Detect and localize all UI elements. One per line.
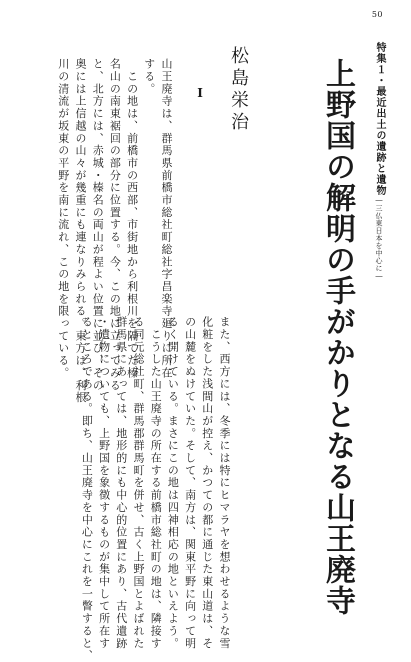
- text-line: こうした山王廃寺の所在する前橋市総社町の地は、隣接す: [149, 316, 163, 650]
- text-line: また、西方には、冬季には特にヒマラヤを想わせるような雪: [218, 316, 231, 650]
- article-title: 上野国の解明の手がかりとなる山王廃寺: [320, 58, 355, 616]
- author-name: 松島栄治: [228, 46, 249, 134]
- series-title: 特集１・最近出土の遺跡と遺物: [374, 42, 385, 196]
- page-number: 50: [371, 10, 383, 19]
- series-heading: [372, 42, 387, 281]
- text-line: 群馬県にあっては、地形的にも中心的位置にあり、古代遺跡: [114, 316, 128, 650]
- section-number: Ⅰ: [193, 86, 207, 100]
- text-line: この地は、前橋市の西部、市街地から利根川を隔てた榛: [125, 58, 139, 380]
- text-line: ・遺物についても、上野国を象徴するものが集中して所在す: [97, 316, 111, 650]
- text-line: 山王廃寺は、群馬県前橋市総社町総社字昌楽寺廻りに所在: [160, 58, 173, 380]
- text-line: と、北方には、赤城・榛名の両山が程よい位置に並び、その: [91, 58, 105, 392]
- lower-text-block: [78, 316, 233, 662]
- text-line: るところである。即ち、山王廃寺を中心にこれを一瞥すると、: [80, 316, 94, 662]
- text-line: 川の清流が坂東の平野を南に流れ、この地を限っている。: [56, 58, 70, 380]
- text-line: 化粧をした浅間山が控え、かつての都に通じた東山道は、そ: [200, 316, 214, 650]
- series-subtitle: ―三仏東日本を中心に―: [375, 196, 383, 281]
- text-line: るく開けている。まさにこの地は四神相応の地といえよう。: [166, 316, 180, 650]
- text-line: 奥には上信越の山々が幾重にも連なりみられる。東方は、利根: [73, 58, 87, 404]
- text-line: の山麓をぬけていた。そして、南方は、関東平野に向って明: [183, 316, 197, 650]
- text-line: 名山の南東裾回の部分に位置する。今、この地に立ってみる: [108, 58, 122, 392]
- text-line: る同元総社町、群馬郡群馬町を併せ、古く上野国とよばれた: [131, 316, 145, 650]
- text-line: する。: [142, 58, 156, 96]
